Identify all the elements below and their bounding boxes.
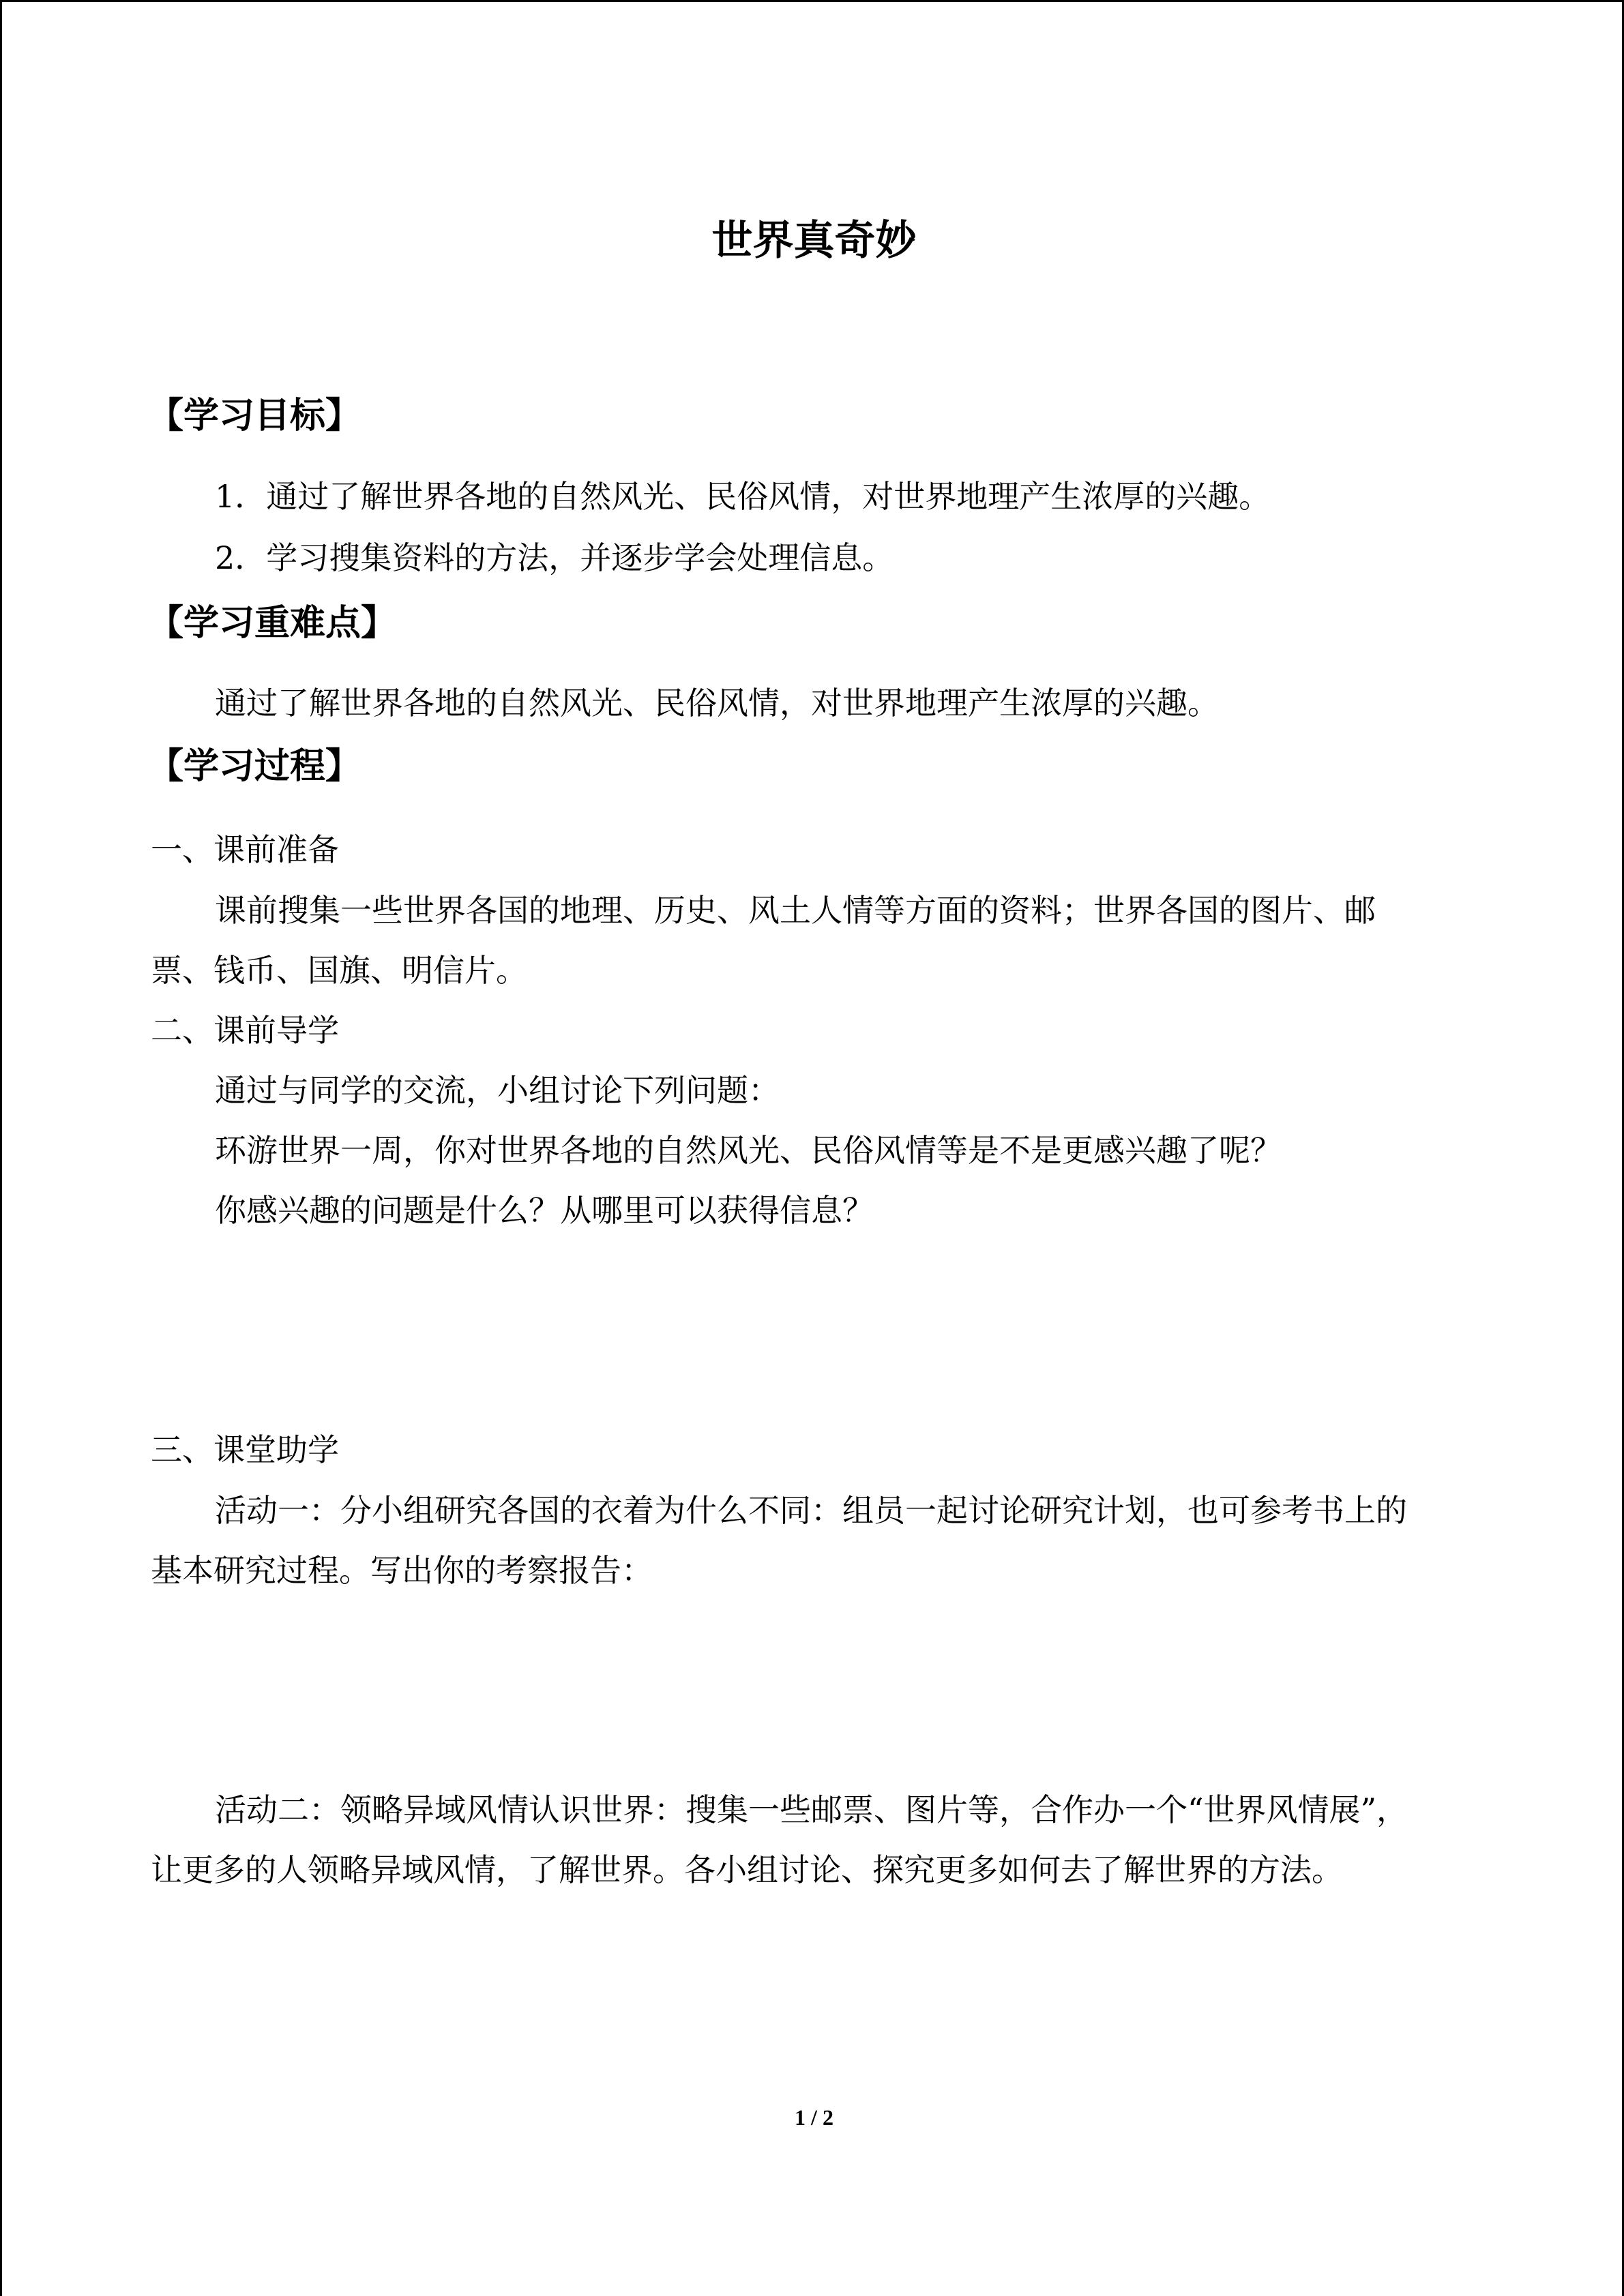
activity1-line-1: 活动一：分小组研究各国的衣着为什么不同：组员一起讨论研究计划，也可参考书上的 [215,1492,1407,1529]
objective-item-2: 2．学习搜集资料的方法，并逐步学会处理信息。 [215,539,894,576]
document-title: 世界真奇妙 [711,217,917,265]
part2-label: 二、课前导学 [151,1012,339,1049]
process-heading: 【学习过程】 [148,746,361,787]
activity2-line-2: 让更多的人领略异域风情，了解世界。各小组讨论、探究更多如何去了解世界的方法。 [151,1851,1343,1888]
key-points-heading: 【学习重难点】 [148,603,397,644]
part1-line-2: 票、钱币、国旗、明信片。 [151,952,527,989]
objective-item-1: 1．通过了解世界各地的自然风光、民俗风情，对世界地理产生浓厚的兴趣。 [215,478,1271,515]
objectives-heading: 【学习目标】 [148,396,361,436]
part3-label: 三、课堂助学 [151,1431,339,1468]
page-number: 1 / 2 [795,2105,833,2130]
part2-line-1: 通过与同学的交流，小组讨论下列问题： [215,1072,780,1109]
part2-line-2: 环游世界一周，你对世界各地的自然风光、民俗风情等是不是更感兴趣了呢？ [215,1132,1282,1169]
part1-label: 一、课前准备 [151,831,339,868]
activity2-line-1: 活动二：领略异域风情认识世界：搜集一些邮票、图片等，合作办一个“世界风情展”， [215,1791,1408,1828]
part2-line-3: 你感兴趣的问题是什么？从哪里可以获得信息？ [215,1192,874,1229]
part1-line-1: 课前搜集一些世界各国的地理、历史、风土人情等方面的资料；世界各国的图片、邮 [215,892,1376,929]
activity1-line-2: 基本研究过程。写出你的考察报告： [151,1552,653,1589]
key-points-text: 通过了解世界各地的自然风光、民俗风情，对世界地理产生浓厚的兴趣。 [215,685,1219,721]
